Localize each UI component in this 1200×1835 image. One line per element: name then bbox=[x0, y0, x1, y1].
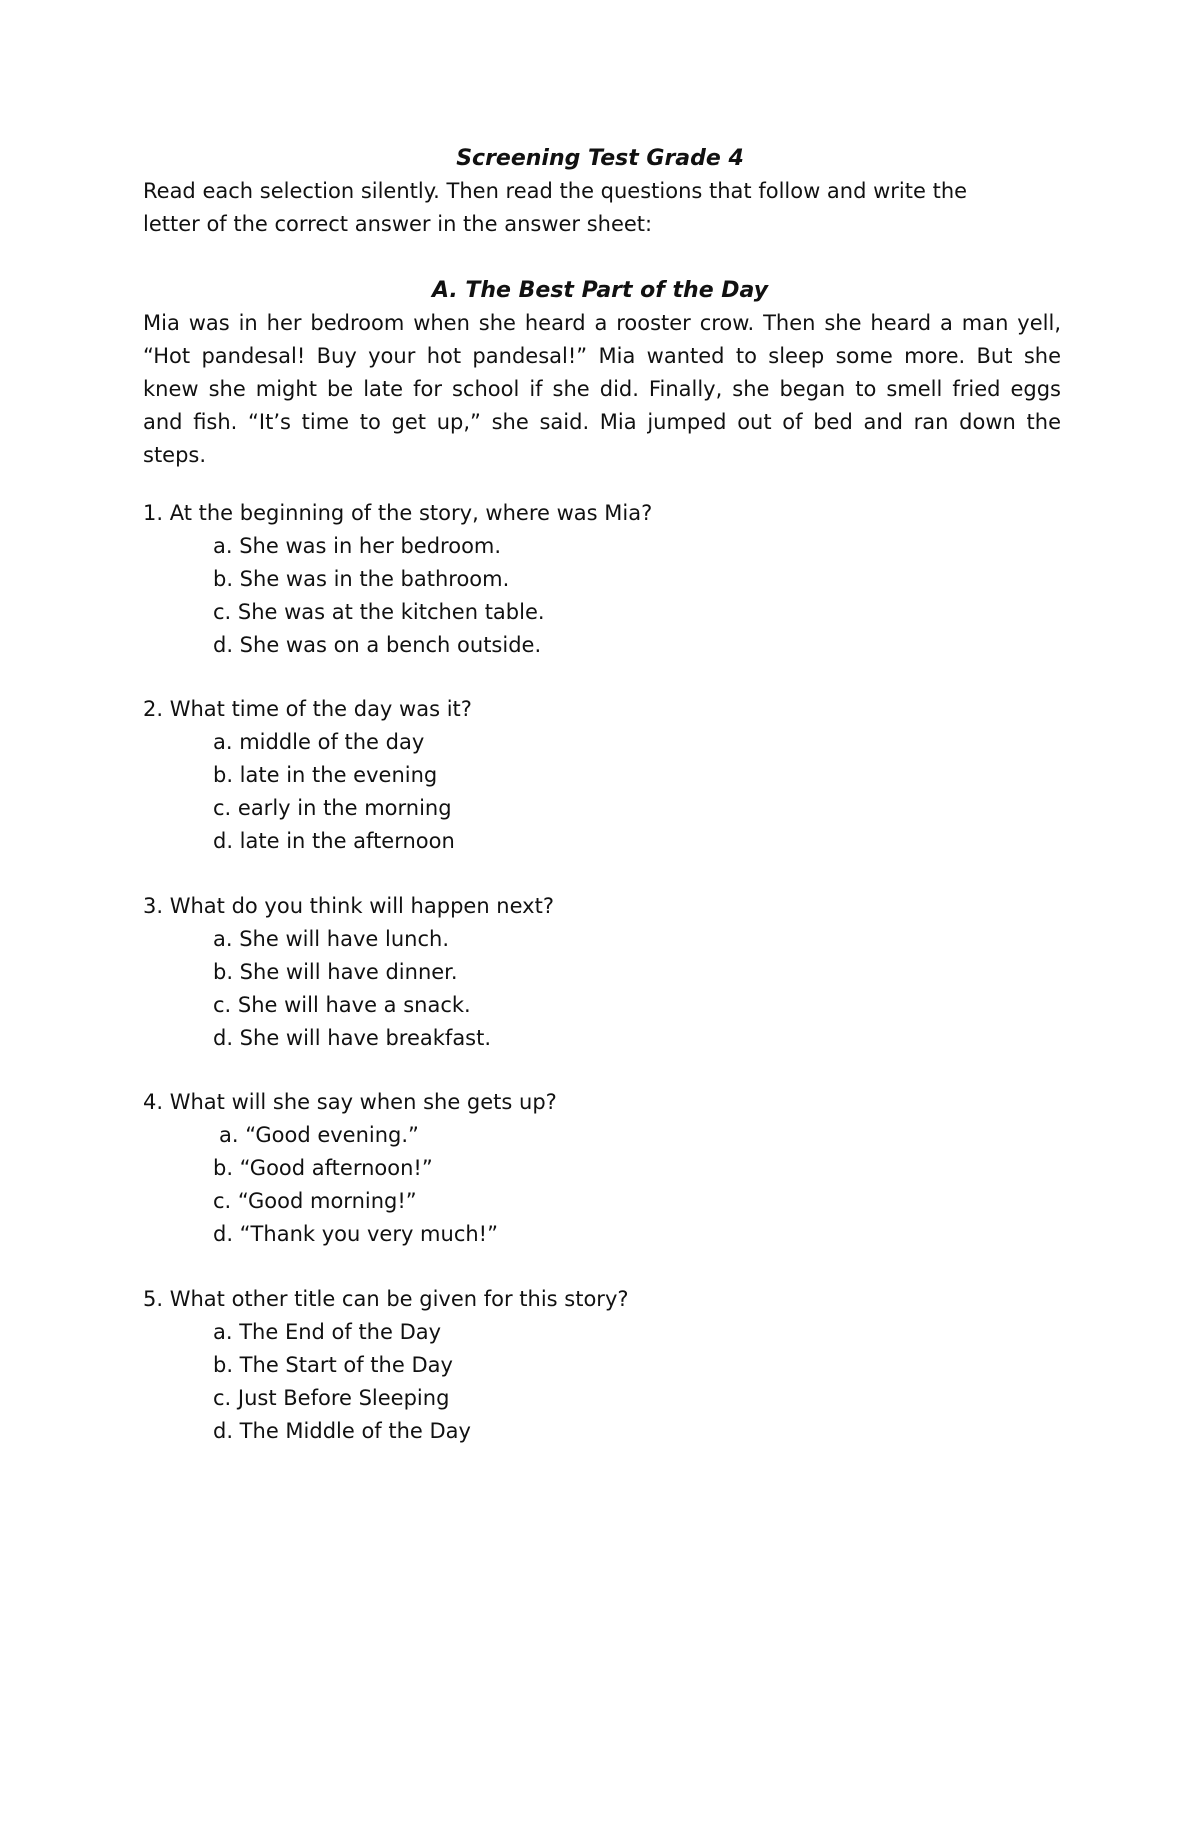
answer-option: b. She will have dinner. bbox=[213, 960, 458, 984]
question-stem: 4. What will she say when she gets up? bbox=[143, 1090, 557, 1114]
answer-option: a. “Good evening.” bbox=[219, 1123, 419, 1147]
question-2 bbox=[143, 693, 1043, 858]
question-stem: 2. What time of the day was it? bbox=[143, 697, 472, 721]
answer-option: b. late in the evening bbox=[213, 763, 438, 787]
answer-option: d. She will have breakfast. bbox=[213, 1026, 492, 1050]
answer-option: d. late in the afternoon bbox=[213, 829, 455, 853]
answer-option: a. middle of the day bbox=[213, 730, 425, 754]
passage-line: “Hot pandesal! Buy your hot pandesal!” Mia wanted to sleep some more. But she bbox=[143, 344, 1061, 368]
question-stem: 5. What other title can be given for this story? bbox=[143, 1287, 629, 1311]
passage-line: steps. bbox=[143, 443, 207, 467]
question-3 bbox=[143, 890, 1043, 1055]
answer-option: b. She was in the bathroom. bbox=[213, 567, 510, 591]
answer-option: d. “Thank you very much!” bbox=[213, 1222, 498, 1246]
answer-option: c. She will have a snack. bbox=[213, 993, 471, 1017]
passage-line: and fish. “It’s time to get up,” she said. Mia jumped out of bed and ran down the bbox=[143, 410, 1061, 434]
question-stem: 3. What do you think will happen next? bbox=[143, 894, 554, 918]
answer-option: a. She was in her bedroom. bbox=[213, 534, 502, 558]
passage-line: knew she might be late for school if she did. Finally, she began to smell fried eggs bbox=[143, 377, 1061, 401]
answer-option: c. She was at the kitchen table. bbox=[213, 600, 545, 624]
answer-option: d. The Middle of the Day bbox=[213, 1419, 471, 1443]
reading-passage bbox=[143, 307, 1061, 472]
answer-option: c. Just Before Sleeping bbox=[213, 1386, 450, 1410]
answer-option: c. early in the morning bbox=[213, 796, 452, 820]
instructions bbox=[143, 175, 1063, 241]
answer-option: a. She will have lunch. bbox=[213, 927, 449, 951]
question-1 bbox=[143, 497, 1043, 662]
answer-option: a. The End of the Day bbox=[213, 1320, 442, 1344]
page-title: Screening Test Grade 4 bbox=[456, 146, 744, 171]
answer-option: b. “Good afternoon!” bbox=[213, 1156, 433, 1180]
question-stem: 1. At the beginning of the story, where was Mia? bbox=[143, 501, 653, 525]
passage-line: Mia was in her bedroom when she heard a rooster crow. Then she heard a man yell, bbox=[143, 311, 1061, 335]
instructions-line: Read each selection silently. Then read the questions that follow and write the bbox=[143, 179, 968, 203]
answer-option: d. She was on a bench outside. bbox=[213, 633, 542, 657]
question-5 bbox=[143, 1283, 1043, 1448]
instructions-line: letter of the correct answer in the answer sheet: bbox=[143, 212, 653, 236]
answer-option: b. The Start of the Day bbox=[213, 1353, 453, 1377]
section-title: A. The Best Part of the Day bbox=[431, 278, 769, 303]
question-4 bbox=[143, 1086, 1043, 1251]
answer-option: c. “Good morning!” bbox=[213, 1189, 417, 1213]
